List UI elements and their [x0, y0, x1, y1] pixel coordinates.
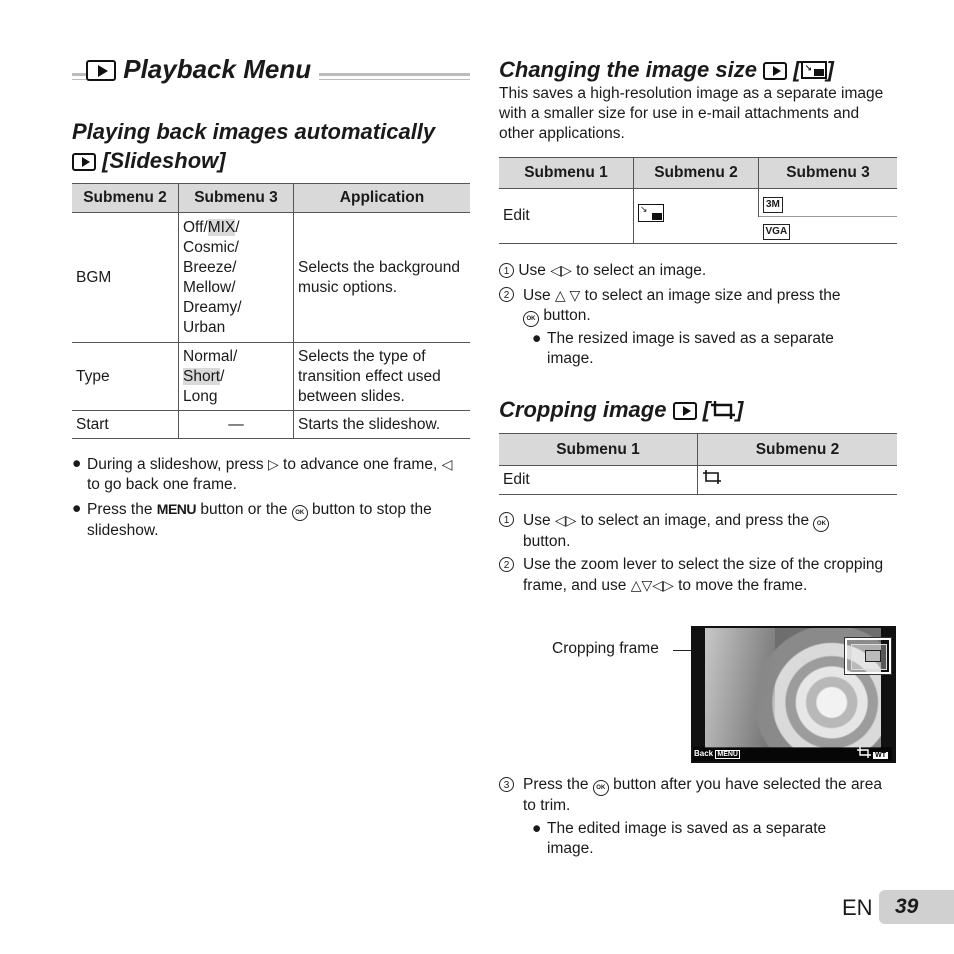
- back-label: Back: [694, 749, 714, 758]
- crop-table: [499, 433, 897, 495]
- menu-button-label: MENU: [156, 501, 197, 517]
- table-row: Type Normal/ Short/ Long Selects the type of transition effect used between slides.: [72, 343, 470, 411]
- crop-icon: [702, 469, 722, 485]
- slideshow-table: [72, 183, 470, 439]
- page-title: Playback Menu: [86, 54, 319, 85]
- table-header: Submenu 2: [698, 434, 898, 466]
- resize-heading: Changing the image size [ ↘ ]: [499, 57, 834, 82]
- cropping-frame-label: Cropping frame: [552, 640, 659, 657]
- table-header: Submenu 2: [634, 158, 759, 189]
- up-down-arrows-icon: △ ▽: [554, 287, 581, 303]
- ok-button-icon: OK: [523, 311, 539, 327]
- left-right-arrows-icon: ◁▷: [550, 262, 572, 278]
- resize-step-1: 1 Use ◁▷ to select an image.: [499, 260, 891, 281]
- table-cell: Edit: [499, 189, 634, 244]
- crop-icon: [857, 747, 871, 758]
- screen-status-bar: [693, 747, 892, 761]
- footer-lang: EN: [842, 895, 873, 920]
- resize-icon: ↘: [801, 61, 827, 79]
- left-right-arrows-icon: ◁▷: [554, 512, 577, 528]
- crop-step-1: 1 Use ◁▷ to select an image, and press the OK button.: [499, 510, 891, 552]
- ok-button-icon: OK: [292, 505, 308, 521]
- resize-icon: ↘: [638, 204, 664, 222]
- crop-icon: [710, 400, 736, 420]
- playback-icon: [673, 402, 697, 420]
- slideshow-heading: Playing back images automatically [Slideshow]: [72, 119, 436, 173]
- resize-step-2: 2 Use △ ▽ to select an image size and press the OK button.: [499, 285, 891, 327]
- resize-table: [499, 157, 897, 244]
- page-number: 39: [879, 890, 954, 924]
- slideshow-bullet-2: ● Press the MENU button or the OK button to stop the slideshow.: [72, 500, 432, 539]
- slideshow-bullet-1: ● During a slideshow, press ▷ to advance one frame, ◁ to go back one frame.: [72, 455, 453, 493]
- crop-frame-box: [845, 638, 891, 674]
- table-row: BGM Off/MIX/ Cosmic/ Breeze/ Mellow/ Dreamy/ Urban Selects the background music options.: [72, 213, 470, 343]
- zoom-wt-label: WT: [875, 752, 886, 759]
- playback-icon: [86, 60, 116, 81]
- size-vga-icon: VGA: [763, 224, 791, 240]
- table-header: Submenu 2: [72, 184, 179, 213]
- crop-step-2: 2 Use the zoom lever to select the size of the cropping frame, and use △▽◁▷ to move the frame.: [499, 555, 891, 596]
- table-header: Submenu 3: [759, 158, 898, 189]
- resize-intro: This saves a high-resolution image as a separate image with a smaller size for use in e-mail attachments and other applications.: [499, 85, 884, 142]
- size-3m-icon: 3M: [763, 197, 783, 213]
- right-arrow-icon: ▷: [267, 456, 279, 472]
- table-row: Edit: [499, 466, 897, 495]
- crop-step-3: 3 Press the OK button after you have selected the area to trim.: [499, 775, 891, 816]
- table-header: Submenu 3: [179, 184, 294, 213]
- crop-heading: Cropping image [ ]: [499, 397, 744, 422]
- playback-icon: [763, 62, 787, 80]
- ok-button-icon: OK: [593, 780, 609, 796]
- menu-label: MENU: [717, 751, 738, 758]
- ok-button-icon: OK: [813, 516, 829, 532]
- table-header: Application: [294, 184, 471, 213]
- table-header: Submenu 1: [499, 434, 698, 466]
- left-arrow-icon: ◁: [441, 456, 453, 472]
- playback-icon: [72, 153, 96, 171]
- four-arrows-icon: △▽◁▷: [630, 577, 674, 593]
- camera-screen: [691, 626, 896, 763]
- crop-note: ● The edited image is saved as a separate image.: [532, 820, 827, 857]
- table-header: Submenu 1: [499, 158, 634, 189]
- resize-note: ● The resized image is saved as a separate image.: [532, 330, 834, 367]
- table-row: Start — Starts the slideshow.: [72, 411, 470, 439]
